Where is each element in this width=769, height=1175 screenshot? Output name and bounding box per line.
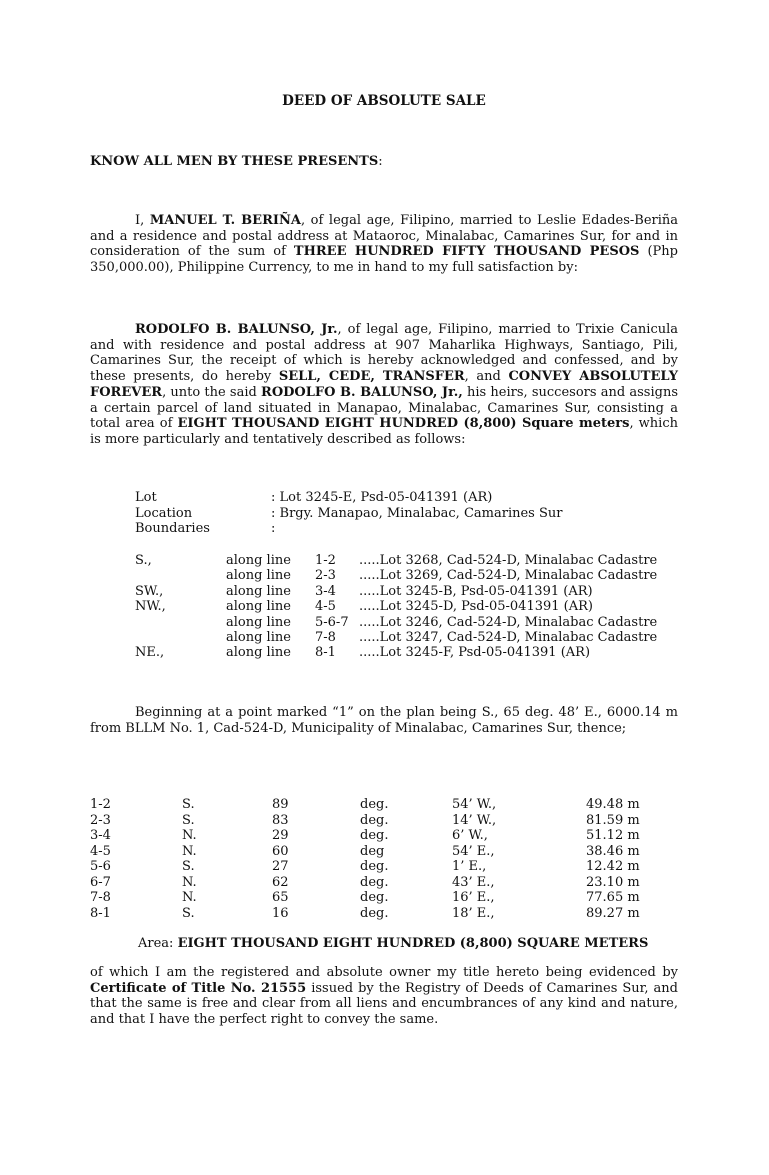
course-distance: 81.59 m xyxy=(586,812,640,828)
course-row xyxy=(90,859,678,875)
buyer-name: RODOLFO B. BALUNSO, Jr. xyxy=(135,322,338,337)
course-degrees: 60 xyxy=(272,843,289,859)
course-bearing: S. xyxy=(182,797,195,812)
course-degrees: 29 xyxy=(272,828,289,843)
course-degrees: 89 xyxy=(272,797,289,812)
boundary-description: .....Lot 3268, Cad-524-D, Minalabac Cadastre xyxy=(359,553,658,568)
lot-info-value: : Brgy. Manapao, Minalabac, Camarines Sur xyxy=(271,505,563,521)
course-bearing: N. xyxy=(182,828,197,843)
lot-info xyxy=(135,490,655,537)
lot-info-label: Lot xyxy=(135,490,157,505)
course-degrees: 16 xyxy=(272,905,289,921)
course-row xyxy=(90,797,678,813)
course-line: 3-4 xyxy=(90,828,111,843)
course-line: 4-5 xyxy=(90,843,111,859)
course-bearing: N. xyxy=(182,874,197,890)
p1-text-2: , of legal age, Filipino, married to Leslie Edades-Beriña and a residence and postal address at Mataoroc, Minalabac, Camarines Sur, for and in consideration of the sum of xyxy=(90,213,679,260)
course-minutes: 14’ W., xyxy=(452,812,497,828)
boundary-row xyxy=(135,599,680,614)
boundary-direction: S., xyxy=(135,553,152,568)
lot-info-label: Boundaries xyxy=(135,521,210,537)
boundary-row xyxy=(135,615,680,630)
boundary-along: along line xyxy=(226,553,291,568)
course-line: 6-7 xyxy=(90,874,111,890)
course-degrees: 83 xyxy=(272,812,289,828)
boundary-along: along line xyxy=(226,645,291,661)
seller-name: MANUEL T. BERIÑA xyxy=(149,213,301,228)
boundary-line: 3-4 xyxy=(315,583,336,599)
course-row xyxy=(90,813,678,829)
course-line: 8-1 xyxy=(90,905,111,921)
course-line: 5-6 xyxy=(90,859,111,874)
course-line: 2-3 xyxy=(90,812,111,828)
course-deg-unit: deg xyxy=(360,843,385,859)
boundary-direction: NE., xyxy=(135,645,165,661)
course-minutes: 18’ E., xyxy=(452,905,495,921)
course-deg-unit: deg. xyxy=(360,812,389,828)
area-line xyxy=(138,936,648,951)
course-bearing: S. xyxy=(182,859,195,874)
p2-text-4: his heirs, succesors and assigns a certain parcel of land situated in Manapao, Minalabac, Camarines Sur, consisting a total area of xyxy=(90,384,678,432)
course-minutes: 1’ E., xyxy=(452,859,487,874)
certificate-of-title: Certificate of Title No. 21555 xyxy=(90,980,307,996)
p4-text-1: of which I am the registered and absolute owner my title hereto being evidenced by xyxy=(90,965,678,980)
boundary-line: 1-2 xyxy=(315,553,336,568)
boundary-row xyxy=(135,630,680,645)
boundary-line: 8-1 xyxy=(315,645,336,661)
lot-info-label: Location xyxy=(135,505,193,521)
p2-text-3: , unto the said xyxy=(162,384,262,400)
technical-description-table xyxy=(90,797,678,921)
sum-in-words: THREE HUNDRED FIFTY THOUSAND PESOS xyxy=(293,244,640,260)
course-deg-unit: deg. xyxy=(360,828,389,843)
area-in-words: EIGHT THOUSAND EIGHT HUNDRED (8,800) Square meters xyxy=(177,416,630,432)
boundary-line: 4-5 xyxy=(315,599,336,615)
course-row xyxy=(90,844,678,860)
boundary-description: .....Lot 3246, Cad-524-D, Minalabac Cadastre xyxy=(359,614,658,630)
boundary-description: .....Lot 3247, Cad-524-D, Minalabac Cadastre xyxy=(359,629,658,645)
course-deg-unit: deg. xyxy=(360,859,389,874)
boundary-row xyxy=(135,584,680,599)
area-value: EIGHT THOUSAND EIGHT HUNDRED (8,800) SQUARE METERS xyxy=(177,936,649,951)
boundary-row xyxy=(135,645,680,660)
course-degrees: 62 xyxy=(272,874,289,890)
boundaries-table xyxy=(135,553,680,661)
course-degrees: 27 xyxy=(272,859,289,874)
p1-text-1: I, xyxy=(135,213,150,228)
know-all-heading xyxy=(90,154,383,169)
boundary-direction: NW., xyxy=(135,599,166,615)
beginning-text: Beginning at a point marked “1” on the plan being S., 65 deg. 48’ E., 6000.14 m from BLLM No. 1, Cad-524-D, Municipality of Minalabac, Camarines Sur, thence; xyxy=(90,705,678,736)
course-distance: 23.10 m xyxy=(586,874,640,890)
boundary-description: .....Lot 3269, Cad-524-D, Minalabac Cadastre xyxy=(359,568,658,584)
p1-text-3: (Php 350,000.00), Philippine Currency, to me in hand to my full satisfaction by: xyxy=(90,244,678,276)
boundary-along: along line xyxy=(226,599,291,615)
lot-info-value: : xyxy=(271,521,276,537)
know-all-colon: : xyxy=(378,154,383,169)
buyer-name-2: RODOLFO B. BALUNSO, Jr., xyxy=(261,384,463,400)
course-deg-unit: deg. xyxy=(360,874,389,890)
boundary-row xyxy=(135,553,680,568)
course-row xyxy=(90,828,678,844)
buyer-paragraph xyxy=(90,322,678,448)
boundary-description: .....Lot 3245-D, Psd-05-041391 (AR) xyxy=(359,599,593,615)
course-minutes: 6’ W., xyxy=(452,828,488,843)
boundary-description: .....Lot 3245-F, Psd-05-041391 (AR) xyxy=(359,645,591,661)
lot-info-row xyxy=(135,506,655,522)
boundary-description: .....Lot 3245-B, Psd-05-041391 (AR) xyxy=(359,583,593,599)
lot-info-row xyxy=(135,521,655,537)
boundary-along: along line xyxy=(226,583,291,599)
course-deg-unit: deg. xyxy=(360,890,389,905)
p2-text-1: , of legal age, Filipino, married to Trixie Canicula and with residence and postal address at 907 Maharlika Highways, Santiago, Pili, Camarines Sur, the receipt of which is hereby acknowledged and confessed, and by these presents, do hereby xyxy=(90,322,679,385)
beginning-paragraph xyxy=(90,705,678,736)
convey-absolutely: CONVEY ABSOLUTELY FOREVER xyxy=(90,369,678,400)
boundary-along: along line xyxy=(226,629,291,645)
document-title: DEED OF ABSOLUTE SALE xyxy=(282,93,486,109)
boundary-line: 2-3 xyxy=(315,568,336,584)
course-deg-unit: deg. xyxy=(360,797,389,812)
course-bearing: S. xyxy=(182,905,195,921)
course-minutes: 16’ E., xyxy=(452,890,495,905)
p2-text-2: , and xyxy=(464,369,509,385)
course-bearing: N. xyxy=(182,843,197,859)
course-line: 1-2 xyxy=(90,797,111,812)
sell-cede-transfer: SELL, CEDE, TRANSFER xyxy=(278,369,465,385)
course-minutes: 54’ E., xyxy=(452,843,495,859)
p2-text-5: , which is more particularly and tentatively described as follows: xyxy=(90,416,678,447)
course-row xyxy=(90,890,678,906)
course-minutes: 43’ E., xyxy=(452,874,495,890)
course-bearing: N. xyxy=(182,890,197,905)
boundary-direction: SW., xyxy=(135,583,164,599)
course-degrees: 65 xyxy=(272,890,289,905)
ownership-paragraph xyxy=(90,965,678,1028)
seller-paragraph xyxy=(90,213,678,276)
lot-info-value: : Lot 3245-E, Psd-05-041391 (AR) xyxy=(271,490,493,505)
course-distance: 51.12 m xyxy=(586,828,640,843)
course-distance: 89.27 m xyxy=(586,905,640,921)
course-distance: 38.46 m xyxy=(586,843,640,859)
boundary-along: along line xyxy=(226,614,291,630)
course-row xyxy=(90,875,678,891)
course-deg-unit: deg. xyxy=(360,905,389,921)
boundary-line: 7-8 xyxy=(315,629,336,645)
boundary-line: 5-6-7 xyxy=(315,614,349,630)
boundary-along: along line xyxy=(226,568,291,584)
course-distance: 12.42 m xyxy=(586,859,640,874)
course-bearing: S. xyxy=(182,812,195,828)
area-label: Area: xyxy=(138,936,178,951)
boundary-row xyxy=(135,568,680,583)
course-distance: 77.65 m xyxy=(586,890,640,905)
course-row xyxy=(90,906,678,922)
course-distance: 49.48 m xyxy=(586,797,640,812)
know-all-text: KNOW ALL MEN BY THESE PRESENTS xyxy=(90,154,379,169)
lot-info-row xyxy=(135,490,655,506)
course-line: 7-8 xyxy=(90,890,111,905)
p4-text-2: issued by the Registry of Deeds of Camarines Sur, and that the same is free and clear from all liens and encumbrances of any kind and nature, and that I have the perfect right to convey the same. xyxy=(90,980,679,1028)
course-minutes: 54’ W., xyxy=(452,797,497,812)
